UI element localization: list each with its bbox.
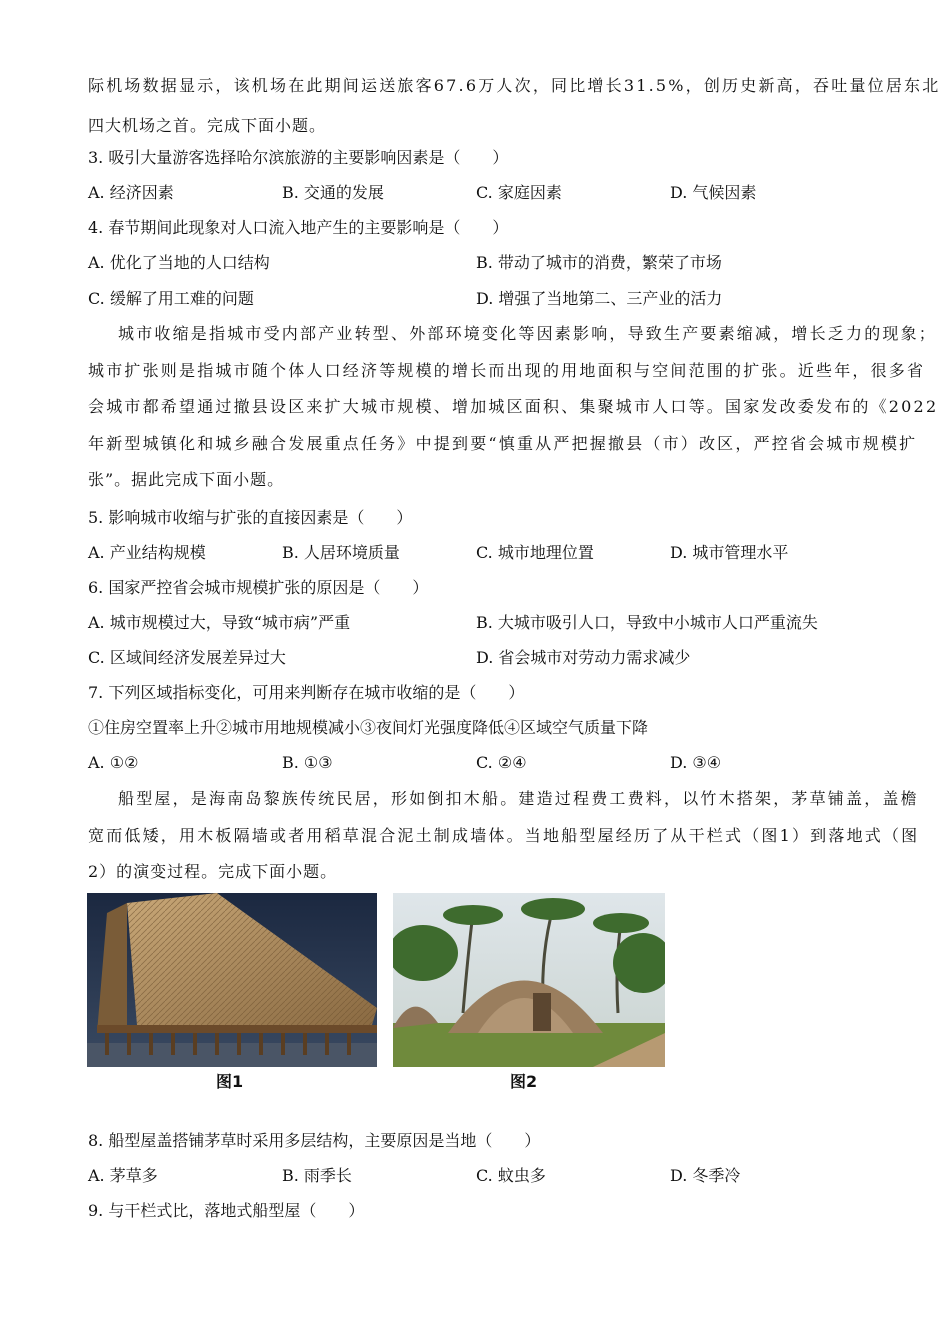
q4-option-d[interactable]: D. 增强了当地第二、三产业的活力 bbox=[476, 289, 723, 308]
q5-option-d[interactable]: D. 城市管理水平 bbox=[670, 543, 789, 562]
q7-option-a[interactable]: A. ①② bbox=[88, 753, 139, 772]
figure-1-caption: 图1 bbox=[216, 1072, 244, 1091]
q6-option-a[interactable]: A. 城市规模过大，导致“城市病”严重 bbox=[88, 613, 351, 632]
passage-line: 张”。据此完成下面小题。 bbox=[88, 470, 285, 489]
q5-option-c[interactable]: C. 城市地理位置 bbox=[476, 543, 594, 562]
q3-option-a[interactable]: A. 经济因素 bbox=[88, 183, 174, 202]
q3-option-b[interactable]: B. 交通的发展 bbox=[282, 183, 384, 202]
passage-line: 船型屋，是海南岛黎族传统民居，形如倒扣木船。建造过程费工费料，以竹木搭架，茅草铺盖，盖檐 bbox=[118, 789, 919, 808]
question-4-stem: 4. 春节期间此现象对人口流入地产生的主要影响是（ ） bbox=[88, 218, 509, 237]
passage-line: 2）的演变过程。完成下面小题。 bbox=[88, 862, 338, 881]
q4-option-c[interactable]: C. 缓解了用工难的问题 bbox=[88, 289, 254, 308]
question-7-stem: 7. 下列区域指标变化，可用来判断存在城市收缩的是（ ） bbox=[88, 683, 525, 702]
q8-option-a[interactable]: A. 茅草多 bbox=[88, 1166, 158, 1185]
question-9-stem: 9. 与干栏式比，落地式船型屋（ ） bbox=[88, 1201, 365, 1220]
passage-line: 城市扩张则是指城市随个体人口经济等规模的增长而出现的用地面积与空间范围的扩张。近些年，很多省 bbox=[88, 361, 926, 380]
passage-line: 宽而低矮，用木板隔墙或者用稻草混合泥土制成墙体。当地船型屋经历了从干栏式（图1）到落地式（图 bbox=[88, 826, 920, 845]
q7-option-b[interactable]: B. ①③ bbox=[282, 753, 333, 772]
q7-option-c[interactable]: C. ②④ bbox=[476, 753, 527, 772]
q3-option-d[interactable]: D. 气候因素 bbox=[670, 183, 757, 202]
q5-option-b[interactable]: B. 人居环境质量 bbox=[282, 543, 400, 562]
q3-option-c[interactable]: C. 家庭因素 bbox=[476, 183, 562, 202]
figure-1-stilt-house-photo bbox=[87, 893, 377, 1067]
question-8-stem: 8. 船型屋盖搭铺茅草时采用多层结构，主要原因是当地（ ） bbox=[88, 1131, 541, 1150]
passage-line: 会城市都希望通过撤县设区来扩大城市规模、增加城区面积、集聚城市人口等。国家发改委发布的《2022 bbox=[88, 397, 939, 416]
passage-line: 际机场数据显示，该机场在此期间运送旅客67.6万人次，同比增长31.5%，创历史新高，吞吐量位居东北 bbox=[88, 76, 941, 95]
passage-line: 年新型城镇化和城乡融合发展重点任务》中提到要“慎重从严把握撤县（市）改区，严控省会城市规模扩 bbox=[88, 434, 918, 453]
q8-option-b[interactable]: B. 雨季长 bbox=[282, 1166, 352, 1185]
figure-2-caption: 图2 bbox=[510, 1072, 538, 1091]
question-6-stem: 6. 国家严控省会城市规模扩张的原因是（ ） bbox=[88, 578, 429, 597]
question-3-stem: 3. 吸引大量游客选择哈尔滨旅游的主要影响因素是（ ） bbox=[88, 148, 509, 167]
q6-option-d[interactable]: D. 省会城市对劳动力需求减少 bbox=[476, 648, 691, 667]
q6-option-c[interactable]: C. 区域间经济发展差异过大 bbox=[88, 648, 286, 667]
question-5-stem: 5. 影响城市收缩与扩张的直接因素是（ ） bbox=[88, 508, 413, 527]
q8-option-d[interactable]: D. 冬季冷 bbox=[670, 1166, 741, 1185]
question-7-items: ①住房空置率上升②城市用地规模减小③夜间灯光强度降低④区域空气质量下降 bbox=[88, 718, 649, 737]
passage-line: 城市收缩是指城市受内部产业转型、外部环境变化等因素影响，导致生产要素缩减，增长乏力的现象； bbox=[118, 324, 938, 343]
passage-line: 四大机场之首。完成下面小题。 bbox=[88, 116, 327, 135]
q6-option-b[interactable]: B. 大城市吸引人口，导致中小城市人口严重流失 bbox=[476, 613, 818, 632]
figure-2-ground-house-photo bbox=[393, 893, 665, 1067]
q7-option-d[interactable]: D. ③④ bbox=[670, 753, 722, 772]
q8-option-c[interactable]: C. 蚊虫多 bbox=[476, 1166, 546, 1185]
q4-option-b[interactable]: B. 带动了城市的消费，繁荣了市场 bbox=[476, 253, 722, 272]
q4-option-a[interactable]: A. 优化了当地的人口结构 bbox=[88, 253, 270, 272]
q5-option-a[interactable]: A. 产业结构规模 bbox=[88, 543, 206, 562]
